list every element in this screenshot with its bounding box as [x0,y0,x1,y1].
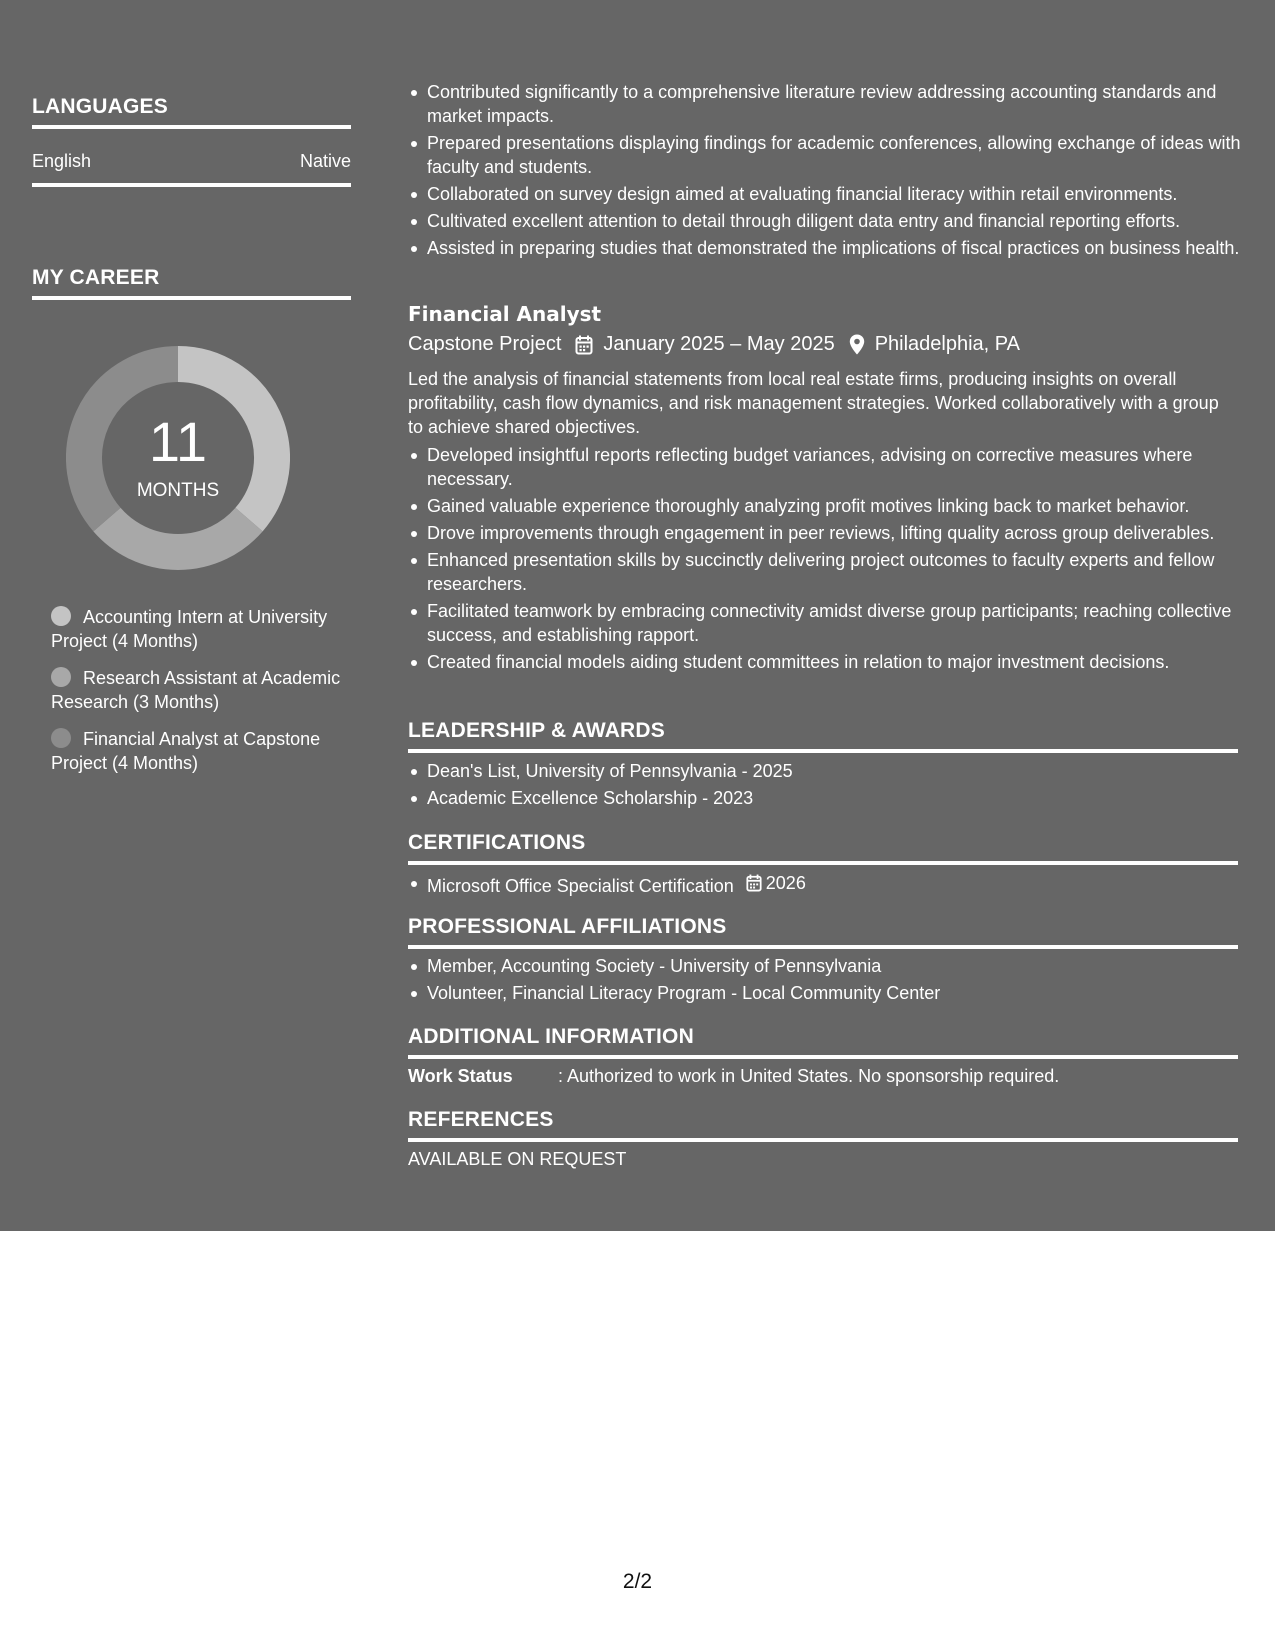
legend-label: Financial Analyst at Capstone Project (4 Months) [51,729,321,773]
legend-dot [51,606,71,626]
bullet-item: Contributed significantly to a comprehensive literature review addressing accounting standards and market impacts. [427,80,1257,128]
career-total-value: 11 [148,410,208,473]
affiliations-heading: PROFESSIONAL AFFILIATIONS [408,915,1238,949]
references-heading: REFERENCES [408,1108,1238,1142]
bullet-item: Developed insightful reports reflecting budget variances, advising on corrective measures where necessary. [427,443,1257,491]
bullet-item: Cultivated excellent attention to detail through diligent data entry and financial reporting efforts. [427,209,1257,233]
bullet-item: Created financial models aiding student committees in relation to major investment decisions. [427,650,1257,674]
job-dates: January 2025 – May 2025 [603,333,835,355]
career-total-unit: MONTHS [136,480,220,501]
legend-item [51,605,371,653]
affiliation-item: Volunteer, Financial Literacy Program - Local Community Center [427,981,1257,1005]
calendar-icon [575,335,603,355]
leadership-heading: LEADERSHIP & AWARDS [408,719,1238,753]
career-donut-chart [66,346,290,570]
legend-label: Research Assistant at Academic Research (3 Months) [51,668,341,712]
location-pin-icon [849,334,875,355]
job-description: Led the analysis of financial statements from local real estate firms, producing insights on overall profitability, cash flow dynamics, and risk management strategies. Worked collaboratively with a group to achieve shared objectives. [408,369,1219,437]
bullet-item: Assisted in preparing studies that demonstrated the implications of fiscal practices on business health. [427,236,1257,260]
bullet-item: Enhanced presentation skills by succinctly delivering project outcomes to faculty experts and fellow researchers. [427,548,1257,596]
career-legend [51,605,371,788]
job-bullets [408,443,1257,677]
legend-dot [51,667,71,687]
work-status-row [408,1066,1059,1087]
job-title: Financial Analyst [408,302,602,326]
legend-item [51,666,371,714]
certification-year: 2026 [765,873,806,893]
work-status-value: : Authorized to work in United States. No sponsorship required. [558,1066,1060,1086]
job-company: Capstone Project [408,333,562,355]
bullet-item: Prepared presentations displaying findings for academic conferences, allowing exchange of ideas with faculty and students. [427,131,1257,179]
previous-job-bullets [408,80,1257,263]
award-item: Academic Excellence Scholarship - 2023 [427,786,1257,810]
bullet-item: Gained valuable experience thoroughly analyzing profit motives linking back to market behavior. [427,494,1257,518]
donut-segment-2 [107,520,249,552]
certifications-list [408,871,1257,901]
language-name: English [32,151,92,171]
job-location: Philadelphia, PA [874,333,1020,355]
leadership-list [408,759,1257,813]
bullet-item: Drove improvements through engagement in peer reviews, lifting quality across group deliverables. [427,521,1257,545]
affiliation-item: Member, Accounting Society - University of Pennsylvania [427,954,1257,978]
calendar-icon [746,874,766,892]
certification-item [427,871,1257,898]
legend-dot [51,728,71,748]
job-meta [408,333,1020,356]
references-text: AVAILABLE ON REQUEST [408,1149,627,1169]
legend-item [51,727,371,775]
bullet-item: Facilitated teamwork by embracing connectivity amidst diverse group participants; reaching collective success, and establishing rapport. [427,599,1257,647]
additional-info-heading: ADDITIONAL INFORMATION [408,1025,1238,1059]
page-number: 2/2 [622,1570,653,1593]
language-row [32,151,351,187]
career-heading: MY CAREER [32,266,351,300]
languages-heading: LANGUAGES [32,95,351,129]
work-status-label: Work Status [408,1066,513,1086]
language-level: Native [299,151,351,171]
legend-label: Accounting Intern at University Project (4 Months) [51,607,328,651]
certifications-heading: CERTIFICATIONS [408,831,1238,865]
affiliations-list [408,954,1257,1008]
award-item: Dean's List, University of Pennsylvania - 2025 [427,759,1257,783]
bullet-item: Collaborated on survey design aimed at evaluating financial literacy within retail environments. [427,182,1257,206]
certification-name: Microsoft Office Specialist Certification [427,876,734,896]
